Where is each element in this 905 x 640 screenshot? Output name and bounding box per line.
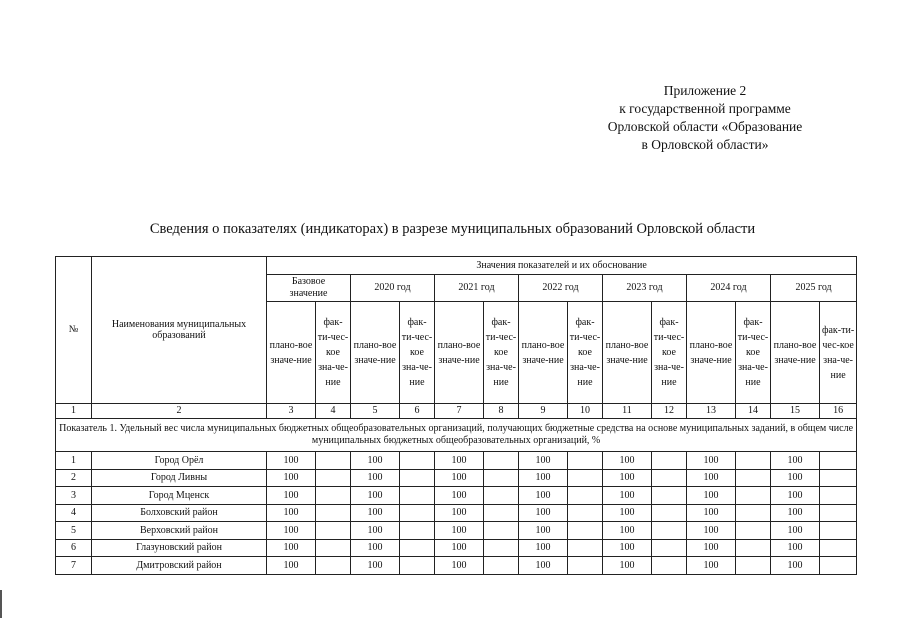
actual-value — [820, 487, 857, 505]
planned-value: 100 — [435, 522, 484, 540]
planned-value: 100 — [267, 452, 316, 470]
planned-value: 100 — [603, 539, 652, 557]
actual-value — [652, 539, 687, 557]
planned-value: 100 — [687, 452, 736, 470]
period-header: Базовое значение — [267, 275, 351, 302]
indicator-row — [56, 419, 857, 452]
actual-value — [400, 539, 435, 557]
actual-value — [316, 522, 351, 540]
municipality-name: Дмитровский район — [92, 557, 267, 575]
actual-value — [568, 522, 603, 540]
planned-value: 100 — [435, 557, 484, 575]
column-number: 2 — [92, 404, 267, 419]
actual-value — [400, 557, 435, 575]
actual-value — [568, 469, 603, 487]
subheader-planned: плано-вое значе-ние — [351, 302, 400, 404]
planned-value: 100 — [351, 504, 400, 522]
planned-value: 100 — [267, 469, 316, 487]
period-header: 2023 год — [603, 275, 687, 302]
row-number: 5 — [56, 522, 92, 540]
column-number: 9 — [519, 404, 568, 419]
planned-value: 100 — [435, 504, 484, 522]
subheader-planned: плано-вое значе-ние — [435, 302, 484, 404]
actual-value — [820, 522, 857, 540]
planned-value: 100 — [351, 452, 400, 470]
row-number: 4 — [56, 504, 92, 522]
appendix-line: Орловской области «Образование — [607, 119, 803, 134]
column-number: 1 — [56, 404, 92, 419]
period-header: 2022 год — [519, 275, 603, 302]
actual-value — [568, 504, 603, 522]
appendix-note — [560, 82, 850, 154]
row-number: 1 — [56, 452, 92, 470]
subheader-actual: фак-ти-чес-кое зна-че-ние — [568, 302, 603, 404]
actual-value — [316, 452, 351, 470]
subheader-planned: плано-вое значе-ние — [687, 302, 736, 404]
actual-value — [820, 557, 857, 575]
column-number: 3 — [267, 404, 316, 419]
planned-value: 100 — [771, 452, 820, 470]
planned-value: 100 — [351, 557, 400, 575]
column-number: 15 — [771, 404, 820, 419]
column-number: 8 — [484, 404, 519, 419]
actual-value — [400, 522, 435, 540]
planned-value: 100 — [519, 452, 568, 470]
subheader-planned: плано-вое значе-ние — [519, 302, 568, 404]
planned-value: 100 — [771, 557, 820, 575]
column-number: 10 — [568, 404, 603, 419]
planned-value: 100 — [687, 487, 736, 505]
planned-value: 100 — [519, 522, 568, 540]
actual-value — [736, 452, 771, 470]
actual-value — [484, 504, 519, 522]
period-header: 2020 год — [351, 275, 435, 302]
actual-value — [652, 487, 687, 505]
planned-value: 100 — [519, 469, 568, 487]
planned-value: 100 — [603, 557, 652, 575]
planned-value: 100 — [603, 452, 652, 470]
subheader-actual: фак-ти-чес-кое зна-че-ние — [316, 302, 351, 404]
actual-value — [316, 557, 351, 575]
planned-value: 100 — [687, 557, 736, 575]
planned-value: 100 — [267, 487, 316, 505]
actual-value — [736, 557, 771, 575]
column-number: 12 — [652, 404, 687, 419]
actual-value — [652, 557, 687, 575]
planned-value: 100 — [435, 487, 484, 505]
actual-value — [568, 452, 603, 470]
actual-value — [400, 452, 435, 470]
subheader-planned: плано-вое значе-ние — [603, 302, 652, 404]
planned-value: 100 — [519, 539, 568, 557]
table-row — [56, 487, 857, 505]
planned-value: 100 — [603, 504, 652, 522]
table-row — [56, 522, 857, 540]
planned-value: 100 — [519, 487, 568, 505]
planned-value: 100 — [771, 469, 820, 487]
subheader-actual: фак-ти-чес-кое зна-че-ние — [652, 302, 687, 404]
actual-value — [820, 539, 857, 557]
municipality-name: Верховский район — [92, 522, 267, 540]
actual-value — [316, 469, 351, 487]
table-row — [56, 557, 857, 575]
column-number: 14 — [736, 404, 771, 419]
planned-value: 100 — [687, 469, 736, 487]
column-group-header: Значения показателей и их обоснование — [267, 257, 857, 275]
planned-value: 100 — [771, 487, 820, 505]
planned-value: 100 — [771, 539, 820, 557]
actual-value — [316, 539, 351, 557]
subheader-actual: фак-ти-чес-кое зна-че-ние — [400, 302, 435, 404]
municipality-name: Город Мценск — [92, 487, 267, 505]
planned-value: 100 — [519, 557, 568, 575]
indicator-description: Показатель 1. Удельный вес числа муниципальных бюджетных общеобразовательных организаций, получающих бюджетные средства на основе муниципальных заданий, в общем числе муниципальных бюджетных общеобразовательных организаций, % — [56, 419, 857, 452]
appendix-line: в Орловской области» — [641, 137, 769, 152]
planned-value: 100 — [771, 522, 820, 540]
column-numbers-row — [56, 404, 857, 419]
subheader-planned: плано-вое значе-ние — [771, 302, 820, 404]
scan-edge-mark — [0, 590, 2, 618]
actual-value — [484, 487, 519, 505]
appendix-line: Приложение 2 — [663, 83, 747, 98]
planned-value: 100 — [771, 504, 820, 522]
planned-value: 100 — [267, 504, 316, 522]
actual-value — [736, 469, 771, 487]
planned-value: 100 — [351, 487, 400, 505]
planned-value: 100 — [603, 487, 652, 505]
actual-value — [736, 487, 771, 505]
actual-value — [736, 522, 771, 540]
row-number: 6 — [56, 539, 92, 557]
period-header: 2024 год — [687, 275, 771, 302]
row-number: 3 — [56, 487, 92, 505]
actual-value — [484, 522, 519, 540]
planned-value: 100 — [687, 522, 736, 540]
row-number: 7 — [56, 557, 92, 575]
planned-value: 100 — [435, 469, 484, 487]
planned-value: 100 — [687, 539, 736, 557]
actual-value — [400, 469, 435, 487]
planned-value: 100 — [603, 522, 652, 540]
column-number: 16 — [820, 404, 857, 419]
actual-value — [568, 487, 603, 505]
row-number: 2 — [56, 469, 92, 487]
actual-value — [652, 522, 687, 540]
planned-value: 100 — [687, 504, 736, 522]
table-row — [56, 504, 857, 522]
column-header-name: Наименования муниципальных образований — [92, 257, 267, 404]
actual-value — [652, 504, 687, 522]
appendix-line: к государственной программе — [619, 101, 791, 116]
planned-value: 100 — [603, 469, 652, 487]
actual-value — [820, 469, 857, 487]
municipality-name: Болховский район — [92, 504, 267, 522]
subheader-actual: фак-ти-чес-кое зна-че-ние — [820, 302, 857, 404]
document-title: Сведения о показателях (индикаторах) в разрезе муниципальных образований Орловской области — [149, 221, 756, 237]
actual-value — [484, 452, 519, 470]
municipality-name: Город Ливны — [92, 469, 267, 487]
column-number: 11 — [603, 404, 652, 419]
subheader-actual: фак-ти-чес-кое зна-че-ние — [484, 302, 519, 404]
actual-value — [400, 487, 435, 505]
column-number: 13 — [687, 404, 736, 419]
table-row — [56, 539, 857, 557]
actual-value — [484, 469, 519, 487]
planned-value: 100 — [267, 557, 316, 575]
actual-value — [568, 539, 603, 557]
planned-value: 100 — [519, 504, 568, 522]
period-header: 2021 год — [435, 275, 519, 302]
planned-value: 100 — [267, 522, 316, 540]
actual-value — [316, 504, 351, 522]
header-row-group — [56, 257, 857, 275]
actual-value — [652, 469, 687, 487]
municipality-name: Город Орёл — [92, 452, 267, 470]
subheader-actual: фак-ти-чес-кое зна-че-ние — [736, 302, 771, 404]
column-header-number: № — [56, 257, 92, 404]
actual-value — [736, 504, 771, 522]
table-row — [56, 469, 857, 487]
planned-value: 100 — [435, 452, 484, 470]
indicators-table — [55, 256, 857, 575]
actual-value — [652, 452, 687, 470]
planned-value: 100 — [351, 469, 400, 487]
subheader-planned: плано-вое значе-ние — [267, 302, 316, 404]
period-header: 2025 год — [771, 275, 857, 302]
column-number: 5 — [351, 404, 400, 419]
planned-value: 100 — [435, 539, 484, 557]
column-number: 6 — [400, 404, 435, 419]
planned-value: 100 — [351, 539, 400, 557]
column-number: 4 — [316, 404, 351, 419]
actual-value — [568, 557, 603, 575]
table-row — [56, 452, 857, 470]
column-number: 7 — [435, 404, 484, 419]
actual-value — [820, 452, 857, 470]
municipality-name: Глазуновский район — [92, 539, 267, 557]
actual-value — [484, 539, 519, 557]
planned-value: 100 — [351, 522, 400, 540]
planned-value: 100 — [267, 539, 316, 557]
actual-value — [316, 487, 351, 505]
actual-value — [400, 504, 435, 522]
actual-value — [736, 539, 771, 557]
actual-value — [484, 557, 519, 575]
actual-value — [820, 504, 857, 522]
